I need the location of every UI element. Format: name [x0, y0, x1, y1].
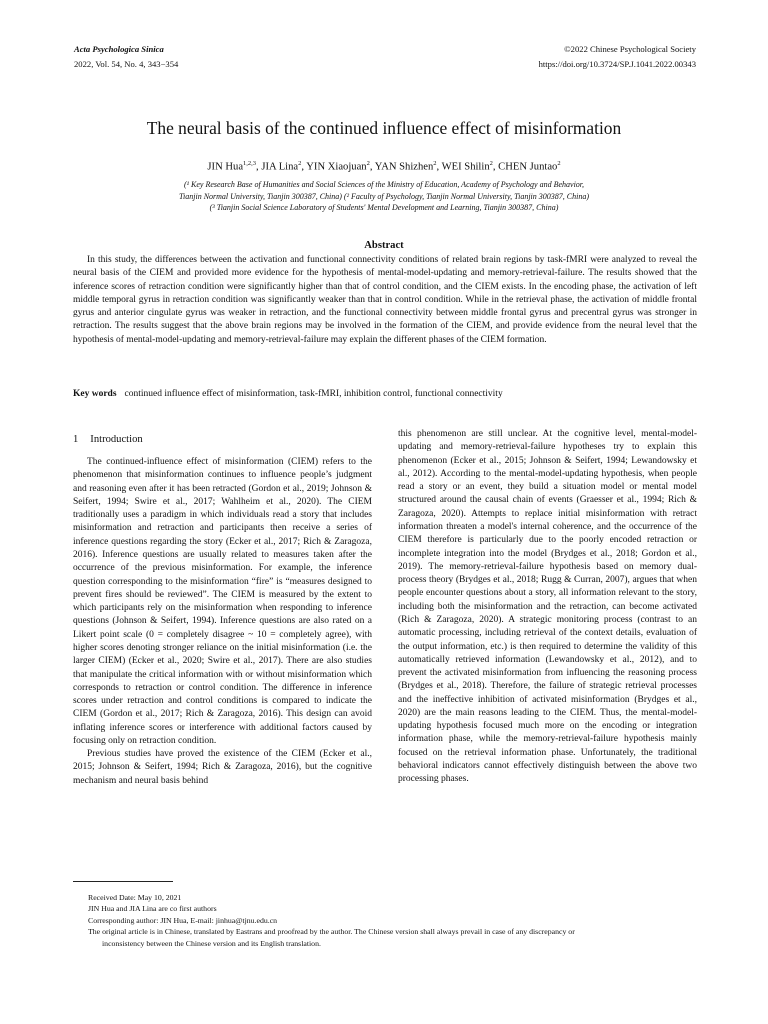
body-paragraph: this phenomenon are still unclear. At the cognitive level, mental-model-updating and memory-retrieval-failure hypotheses try to explain this phenomenon (Ecker et al., 2015; Johnson & Seifert, 1994; Lewandowsky et al., 2012). According to the mental-model-updating hypothesis, when people read a story or an event, they build a situation model or mental model structured around the causal chain of events (Graesser et al., 1994; Rich & Zaragoza, 2020). Attempts to replace initial misinformation with retract information threaten a model's internal coherence, and the occurrence of the CIEM therefore is particularly due to the poorly encoded retraction or incomplete integration into the model (Brydges et al., 2018; Gordon et al., 2019). The memory-retrieval-failure hypothesis based on memory dual-process theory (Brydges et al., 2018; Rugg & Curran, 2007), argues that when people encounter questions about a story, all information relevant to the story, including both the misinformation and the retraction, can become activated (Rich & Zaragoza, 2020). A strategic monitoring process (contrast to an automatic processing, including retrieval of the context details, evaluation of the output information, etc.) is then required to determine the validity of this automatically retrieved information (Lewandowsky et al., 2012), and to prevent the activated misinformation from influencing the reasoning process (Brydges et al., 2018). Therefore, the failure of strategic retrieval processes and the ineffective inhibition of activated misinformation (Brydges et al., 2020) are the main reasons leading to the CIEM. Thus, the mental-model-updating hypothesis focused much more on the encoding or integration information phase, while the memory-retrieval-failure hypothesis mainly focused on the retrieval information phase. Unfortunately, the traditional behavioral indicators cannot effectively distinguish between the above two processing phases.	[398, 429, 697, 785]
author-name: YAN Shizhen	[374, 161, 434, 173]
abstract-text: In this study, the differences between the activation and functional connectivity conditions of related brain regions by task-fMRI were analyzed to reveal the neural basis of the CIEM and provided more evidence for the hypothesis of mental-model-updating and memory-retrieval-failure. The results showed that the inference scores of retraction condition were significantly higher than that of control condition, and the CIEM exists. In the encoding phase, the activation of left middle temporal gyrus in retraction condition was significantly weaker than that in control condition. While in the retrieval phase, the activation of middle frontal gyrus and anterior cingulate gyrus was weaker in retraction, and the functional connectivity between middle frontal gyrus and precentral gyrus was stronger in retraction. The results suggest that the above brain regions may be involved in the formation of the CIEM, and provide evidence from the neural level that the hypothesis of mental-model-updating and memory-retrieval-failure may explain the different phases of the CIEM formation.	[73, 255, 697, 345]
author-separator: ,	[492, 161, 499, 173]
footnotes	[88, 892, 698, 949]
right-column	[398, 428, 697, 787]
author-name: YIN Xiaojuan	[306, 161, 367, 173]
affiliations	[40, 179, 728, 214]
author-affiliation-mark: 1,2,3	[243, 160, 257, 167]
translation-note: The original article is in Chinese, translated by Eastrans and proofread by the author. The Chinese version shall always prevail in case of any discrepancy or	[88, 927, 575, 937]
left-column	[73, 456, 372, 788]
author-separator: ,	[256, 161, 262, 173]
section-number: 1	[73, 434, 79, 445]
footnote-divider	[73, 881, 173, 882]
article-title: The neural basis of the continued influence effect of misinformation	[146, 118, 622, 138]
affiliation-line: (³ Tianjin Social Science Laboratory of Students' Mental Development and Learning, Tianjin 300387, China)	[209, 203, 559, 213]
doi-link[interactable]: https://doi.org/10.3724/SP.J.1041.2022.00343	[538, 59, 696, 69]
author-name: CHEN Juntao	[498, 161, 558, 173]
running-header-right	[539, 44, 696, 74]
co-first-note: JIN Hua and JIA Lina are co first authors	[88, 904, 217, 914]
section-title: Introduction	[90, 434, 143, 445]
volume-info: 2022, Vol. 54, No. 4, 343−354	[74, 59, 179, 69]
corresponding-author: Corresponding author: JIN Hua, E-mail: jinhua@tjnu.edu.cn	[88, 915, 278, 925]
translation-note-continued: inconsistency between the Chinese version and its English translation.	[102, 938, 321, 948]
author-name: JIA Lina	[261, 161, 299, 173]
author-affiliation-mark: 2	[489, 160, 493, 167]
author-affiliation-mark: 2	[433, 160, 437, 167]
body-paragraph: The continued-influence effect of misinformation (CIEM) refers to the phenomenon that misinformation continues to influence people’s judgment and reasoning even after it has been retracted (Gordon et al., 2019; Johnson & Seifert, 1994; Swire et al., 2017; Wahlheim et al., 2020). The CIEM traditionally uses a paradigm in which individuals read a story that includes misinformation and retraction and participants then receive a series of inference questions regarding the story (Ecker et al., 2017; Rich & Zaragoza, 2016). Inference questions are usually related to measures taken after the occurrence of the previous misinformation. For example, the inference question corresponding to the misinformation “fire” is “measures designed to prevent fires should be reviewed”. The CIEM is measured by the extent to which participants rely on the misinformation when responding to inference questions (Johnson & Seifert, 1994). Inference questions are also rated on a Likert point scale (0 = completely disagree ~ 10 = completely agree), with higher scores denoting stronger reliance on the initial misinformation (i.e. the larger CIEM) (Ecker et al., 2020; Swire et al., 2017). There are also studies that manipulate the critical information with or without misinformation which corresponds to retraction or control condition. The difference in inference scores under retraction and control conditions is compared to indicate the CIEM (Gordon et al., 2017; Rich & Zaragoza, 2016). This design can avoid inflating inference scores or interference with additional factors caused by focusing only on retraction condition.	[73, 457, 372, 746]
author-name: WEI Shilin	[441, 161, 490, 173]
author-affiliation-mark: 2	[366, 160, 370, 167]
author-separator: ,	[369, 161, 375, 173]
keywords-label: Key words	[73, 389, 117, 399]
keywords	[73, 388, 697, 401]
received-date: Received Date: May 10, 2021	[88, 893, 182, 902]
author-affiliation-mark: 2	[298, 160, 302, 167]
affiliation-line: Tianjin Normal University, Tianjin 300387, China) (² Faculty of Psychology, Tianjin Normal University, Tianjin 300387, China)	[179, 191, 589, 201]
abstract-heading: Abstract	[364, 240, 404, 251]
affiliation-line: (¹ Key Research Base of Humanities and Social Sciences of the Ministry of Education, Academy of Psychology and Behavior,	[183, 180, 585, 189]
keywords-text: continued influence effect of misinformation, task-fMRI, inhibition control, functional connectivity	[124, 389, 503, 399]
running-header-left	[74, 44, 178, 74]
author-list	[40, 157, 728, 175]
author-affiliation-mark: 2	[557, 160, 561, 167]
copyright-notice: ©2022 Chinese Psychological Society	[564, 44, 696, 54]
author-separator: ,	[301, 161, 307, 173]
body-paragraph: Previous studies have proved the existence of the CIEM (Ecker et al., 2015; Johnson & Seifert, 1994; Rich & Zaragoza, 2016), but the cognitive mechanism and neural basis behind	[73, 749, 372, 786]
section-heading-introduction	[73, 434, 143, 445]
author-separator: ,	[436, 161, 442, 173]
author-name: JIN Hua	[207, 161, 244, 173]
journal-name: Acta Psychologica Sinica	[74, 44, 164, 54]
